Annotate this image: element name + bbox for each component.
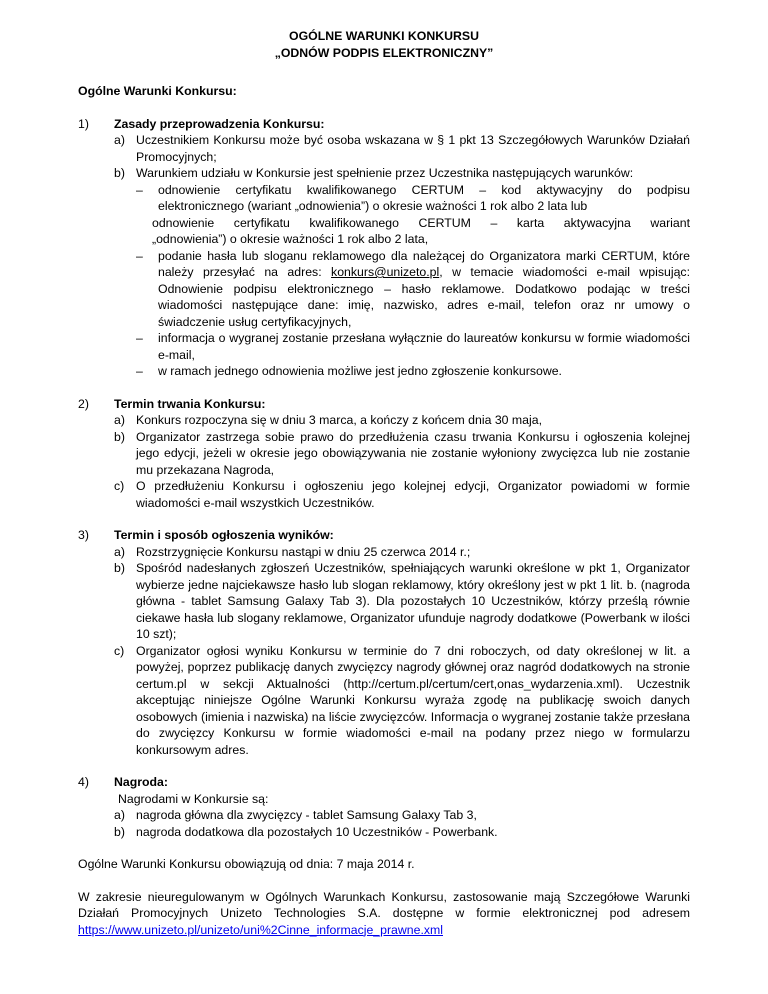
section-number: 4)	[78, 775, 89, 789]
item-text: nagroda główna dla zwycięzcy - tablet Samsung Galaxy Tab 3,	[136, 808, 477, 822]
item-label: a)	[114, 413, 125, 427]
section-rules	[78, 116, 690, 380]
dash-bullet: –	[136, 248, 143, 263]
item-label: b)	[114, 561, 125, 575]
item-label: a)	[114, 133, 125, 147]
dash-item	[78, 248, 690, 331]
section-duration	[78, 396, 690, 512]
section-title	[78, 527, 690, 544]
email-link[interactable]: konkurs@unizeto.pl	[331, 265, 440, 279]
item-text-line: elektronicznego (wariant „odnowienia”) o okresie ważności 1 rok albo 2 lata lub	[158, 199, 588, 213]
section-number: 1)	[78, 116, 89, 131]
section-title	[78, 396, 690, 413]
dash-bullet: –	[136, 182, 143, 197]
section-title-text: Zasady przeprowadzenia Konkursu:	[114, 116, 325, 131]
item-text: podanie hasła lub sloganu reklamowego dla należącej do Organizatora marki CERTUM, które należy przesyłać na adres:	[158, 248, 690, 279]
item-label: c)	[114, 643, 125, 658]
dash-item	[78, 182, 690, 215]
prize-intro: Nagrodami w Konkursie są:	[118, 791, 269, 806]
section-number: 2)	[78, 396, 89, 411]
list-item	[78, 429, 690, 479]
item-text: Uczestnikiem Konkursu może być osoba wskazana w § 1 pkt 13 Szczegółowych Warunków Działań Promocyjnych;	[136, 133, 690, 164]
item-text: nagroda dodatkowa dla pozostałych 10 Uczestników - Powerbank.	[136, 824, 498, 839]
item-text: Konkurs rozpoczyna się w dniu 3 marca, a kończy z końcem dnia 30 maja,	[136, 413, 542, 427]
legal-info-link[interactable]: https://www.unizeto.pl/unizeto/uni%2Cinne_informacje_prawne.xml	[78, 922, 443, 937]
item-text: , w temacie wiadomości e-mail wpisując: Odnowienie podpisu elektronicznego – hasło reklamowe. Dodatkowo podając w treści wiadomości następujące dane: imię, nazwisko, adres e-mail, telefon oraz nr umowy o świadczenie usług certyfikacyjnych,	[158, 265, 691, 329]
item-text: Spośród nadesłanych zgłoszeń Uczestników, spełniających warunki określone w pkt 1, Organizator wybierze jedne najciekawsze hasło lub slogan reklamowy, który określony jest w pkt 1 lit. b. (nagroda główna - tablet Samsung Galaxy Tab 3). Dla pozostałych 10 Uczestników, którzy prześlą równie ciekawe hasła lub slogany reklamowe, Organizator ufunduje nagrody dodatkowe (Powerbank w ilości 10 szt);	[136, 561, 690, 641]
item-label: b)	[114, 166, 125, 180]
list-item	[78, 412, 690, 429]
item-text: O przedłużeniu Konkursu i ogłoszeniu jego kolejnej edycji, Organizator powiadomi w formie wiadomości e-mail wszystkich Uczestników.	[136, 479, 690, 510]
list-item	[78, 560, 690, 643]
section-prize	[78, 774, 690, 840]
item-label: a)	[114, 544, 125, 559]
item-text: Rozstrzygnięcie Konkursu nastąpi w dniu 25 czerwca 2014 r.;	[136, 544, 471, 559]
item-text: Warunkiem udziału w Konkursie jest spełnienie przez Uczestnika następujących warunków:	[136, 166, 634, 180]
closing-paragraph	[78, 889, 690, 939]
list-item	[78, 807, 690, 824]
item-label: b)	[114, 429, 125, 444]
item-text-line: odnowienie certyfikatu kwalifikowanego CERTUM – karta aktywacyjna wariant	[152, 215, 690, 230]
section-title	[78, 774, 690, 791]
validity-text: Ogólne Warunki Konkursu obowiązują od dnia: 7 maja 2014 r.	[78, 857, 415, 871]
section-number: 3)	[78, 528, 89, 542]
list-item	[78, 824, 690, 841]
item-text: Organizator ogłosi wyniku Konkursu w terminie do 7 dni roboczych, od daty określonej w lit. a powyżej, poprzez publikację danych zwycięzcy nagrody głównej oraz nagród dodatkowych na stronie certum.pl w sekcji Aktualności (http://certum.pl/certum/cert,onas_wydarzenia.xml). Uczestnik akceptując niniejsze Ogólne Warunki Konkursu wyraża zgodę na publikację swoich danych osobowych (imienia i nazwiska) na liście zwycięzców. Informacja o wygranej zostanie także przesłana do zwycięzcy Konkursu w formie wiadomości e-mail na podany przez niego w formularzu konkursowym adres.	[136, 643, 690, 757]
dash-item	[78, 363, 690, 380]
dash-bullet: –	[136, 331, 143, 345]
list-item	[78, 132, 690, 165]
item-text-line: „odnowienia”) o okresie ważności 1 rok albo 2 lata,	[152, 232, 429, 246]
item-label: a)	[114, 808, 125, 822]
document-subtitle: „ODNÓW PODPIS ELEKTRONICZNY”	[274, 45, 494, 60]
list-item	[78, 544, 690, 561]
item-text: Organizator zastrzega sobie prawo do przedłużenia czasu trwania Konkursu i ogłoszenia kolejnej jego edycji, jeżeli w okresie jego obowiązywania nie zostanie wyłoniony zwycięzca lub nie zostanie mu przekazana Nagroda,	[136, 429, 690, 477]
section-title-text: Termin i sposób ogłoszenia wyników:	[114, 528, 334, 542]
section-heading: Ogólne Warunki Konkursu:	[78, 84, 237, 98]
item-text: informacja o wygranej zostanie przesłana wyłącznie do laureatów konkursu w formie wiadomości e-mail,	[158, 331, 690, 362]
item-text-line: odnowienie certyfikatu kwalifikowanego CERTUM – kod aktywacyjny do podpisu	[158, 182, 690, 197]
list-item	[78, 478, 690, 511]
dash-bullet: –	[136, 364, 143, 378]
closing-text: W zakresie nieuregulowanym w Ogólnych Warunkach Konkursu, zastosowanie mają Szczegółowe Warunki Działań Promocyjnych Unizeto Technologies S.A. dostępne w formie elektronicznej pod adresem	[78, 889, 690, 920]
dash-item	[78, 330, 690, 363]
section-title	[78, 116, 690, 133]
section-results	[78, 527, 690, 758]
list-item	[78, 643, 690, 759]
list-item	[78, 165, 690, 182]
section-title-text: Nagroda:	[114, 775, 168, 789]
item-label: c)	[114, 479, 125, 493]
document-title: OGÓLNE WARUNKI KONKURSU	[289, 29, 479, 43]
item-label: b)	[114, 824, 125, 839]
item-text: w ramach jednego odnowienia możliwe jest jedno zgłoszenie konkursowe.	[158, 364, 562, 378]
section-title-text: Termin trwania Konkursu:	[114, 396, 266, 411]
